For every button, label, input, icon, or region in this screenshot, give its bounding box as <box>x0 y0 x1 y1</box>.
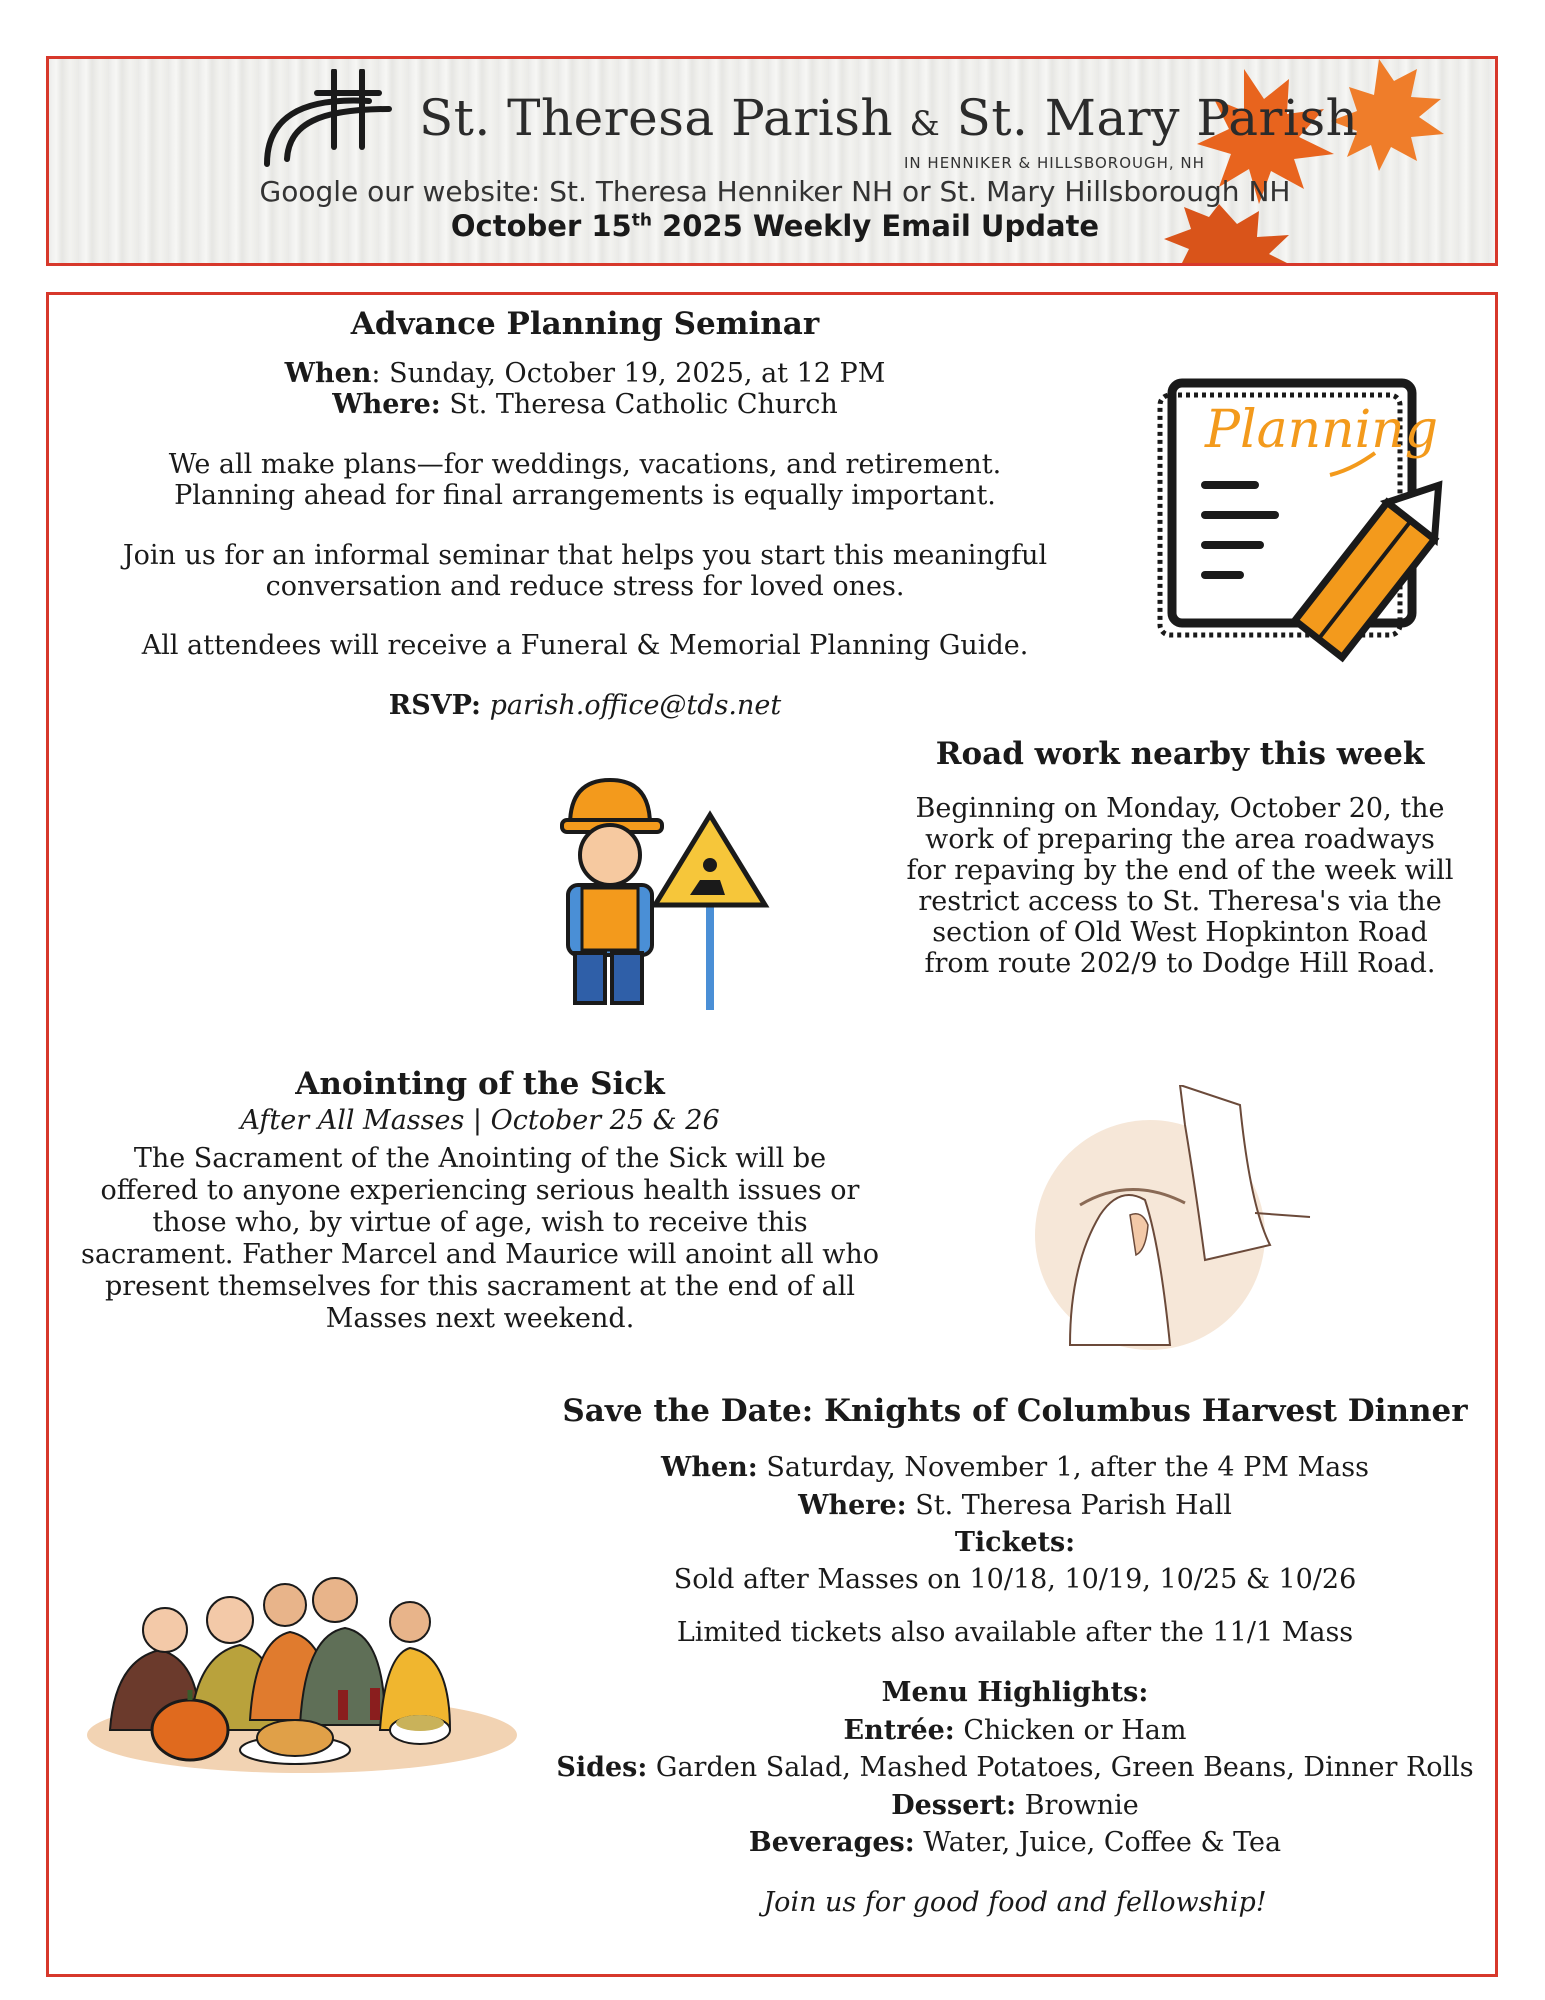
seminar-when: When: Sunday, October 19, 2025, at 12 PM <box>284 358 886 389</box>
dinner-heading: Save the Date: Knights of Columbus Harvest Dinner <box>562 1393 1468 1429</box>
newsletter-header <box>46 56 1498 266</box>
harvest-dinner-icon <box>80 1540 525 1780</box>
menu-label: Menu Highlights: <box>881 1677 1149 1708</box>
planning-clipboard-icon <box>1150 365 1470 675</box>
seminar-para2: Join us for an informal seminar that helps you start this meaningful conversation and reduce stress for loved ones. <box>122 540 1048 602</box>
seminar-rsvp: RSVP: parish.office@tds.net <box>388 690 782 721</box>
website-hint: Google our website: St. Theresa Henniker NH or St. Mary Hillsborough NH <box>259 175 1291 208</box>
roadwork-heading: Road work nearby this week <box>935 736 1425 772</box>
parish-location: IN HENNIKER & HILLSBOROUGH, NH <box>904 154 1205 172</box>
seminar-para3: All attendees will receive a Funeral & Memorial Planning Guide. <box>141 630 1029 661</box>
dinner-when: When: Saturday, November 1, after the 4 PM Mass <box>661 1452 1369 1483</box>
anointing-subheading: After All Masses | October 25 & 26 <box>240 1105 720 1136</box>
seminar-where: Where: St. Theresa Catholic Church <box>332 389 838 420</box>
dinner-tickets-value: Sold after Masses on 10/18, 10/19, 10/25 & 10/26 <box>673 1564 1357 1595</box>
anointing-heading: Anointing of the Sick <box>295 1066 665 1102</box>
planning-image-text: Planning <box>1205 400 1439 460</box>
dinner-where: Where: St. Theresa Parish Hall <box>798 1490 1232 1521</box>
menu-sides: Sides: Garden Salad, Mashed Potatoes, Green Beans, Dinner Rolls <box>556 1752 1474 1783</box>
dinner-limited: Limited tickets also available after the 11/1 Mass <box>676 1617 1354 1648</box>
menu-dessert: Dessert: Brownie <box>891 1790 1139 1821</box>
dinner-closing: Join us for good food and fellowship! <box>763 1887 1267 1918</box>
construction-worker-icon <box>550 770 775 1015</box>
roadwork-body: Beginning on Monday, October 20, the work of preparing the area roadways for repaving by the end of the week will restrict access to St. Theresa's via the section of Old West Hopkinton Road from route 202/9 to Dodge Hill Road. <box>906 793 1454 979</box>
menu-entree: Entrée: Chicken or Ham <box>843 1715 1187 1746</box>
menu-beverages: Beverages: Water, Juice, Coffee & Tea <box>748 1827 1282 1858</box>
seminar-para1: We all make plans—for weddings, vacations, and retirement. Planning ahead for final arrangements is equally important. <box>168 449 1002 511</box>
parish-title: St. Theresa Parish & St. Mary Parish <box>419 89 1359 147</box>
anointing-body: The Sacrament of the Anointing of the Sick will be offered to anyone experiencing serious health issues or those who, by virtue of age, wish to receive this sacrament. Father Marcel and Maurice will anoint all who present themselves for this sacrament at the end of all Masses next weekend. <box>81 1143 879 1334</box>
seminar-heading: Advance Planning Seminar <box>350 306 820 342</box>
update-title: October 15th 2025 Weekly Email Update <box>450 209 1100 243</box>
cross-logo-icon <box>259 69 399 169</box>
anointing-illustration-icon <box>1010 1085 1320 1355</box>
dinner-tickets-label: Tickets: <box>954 1527 1076 1558</box>
